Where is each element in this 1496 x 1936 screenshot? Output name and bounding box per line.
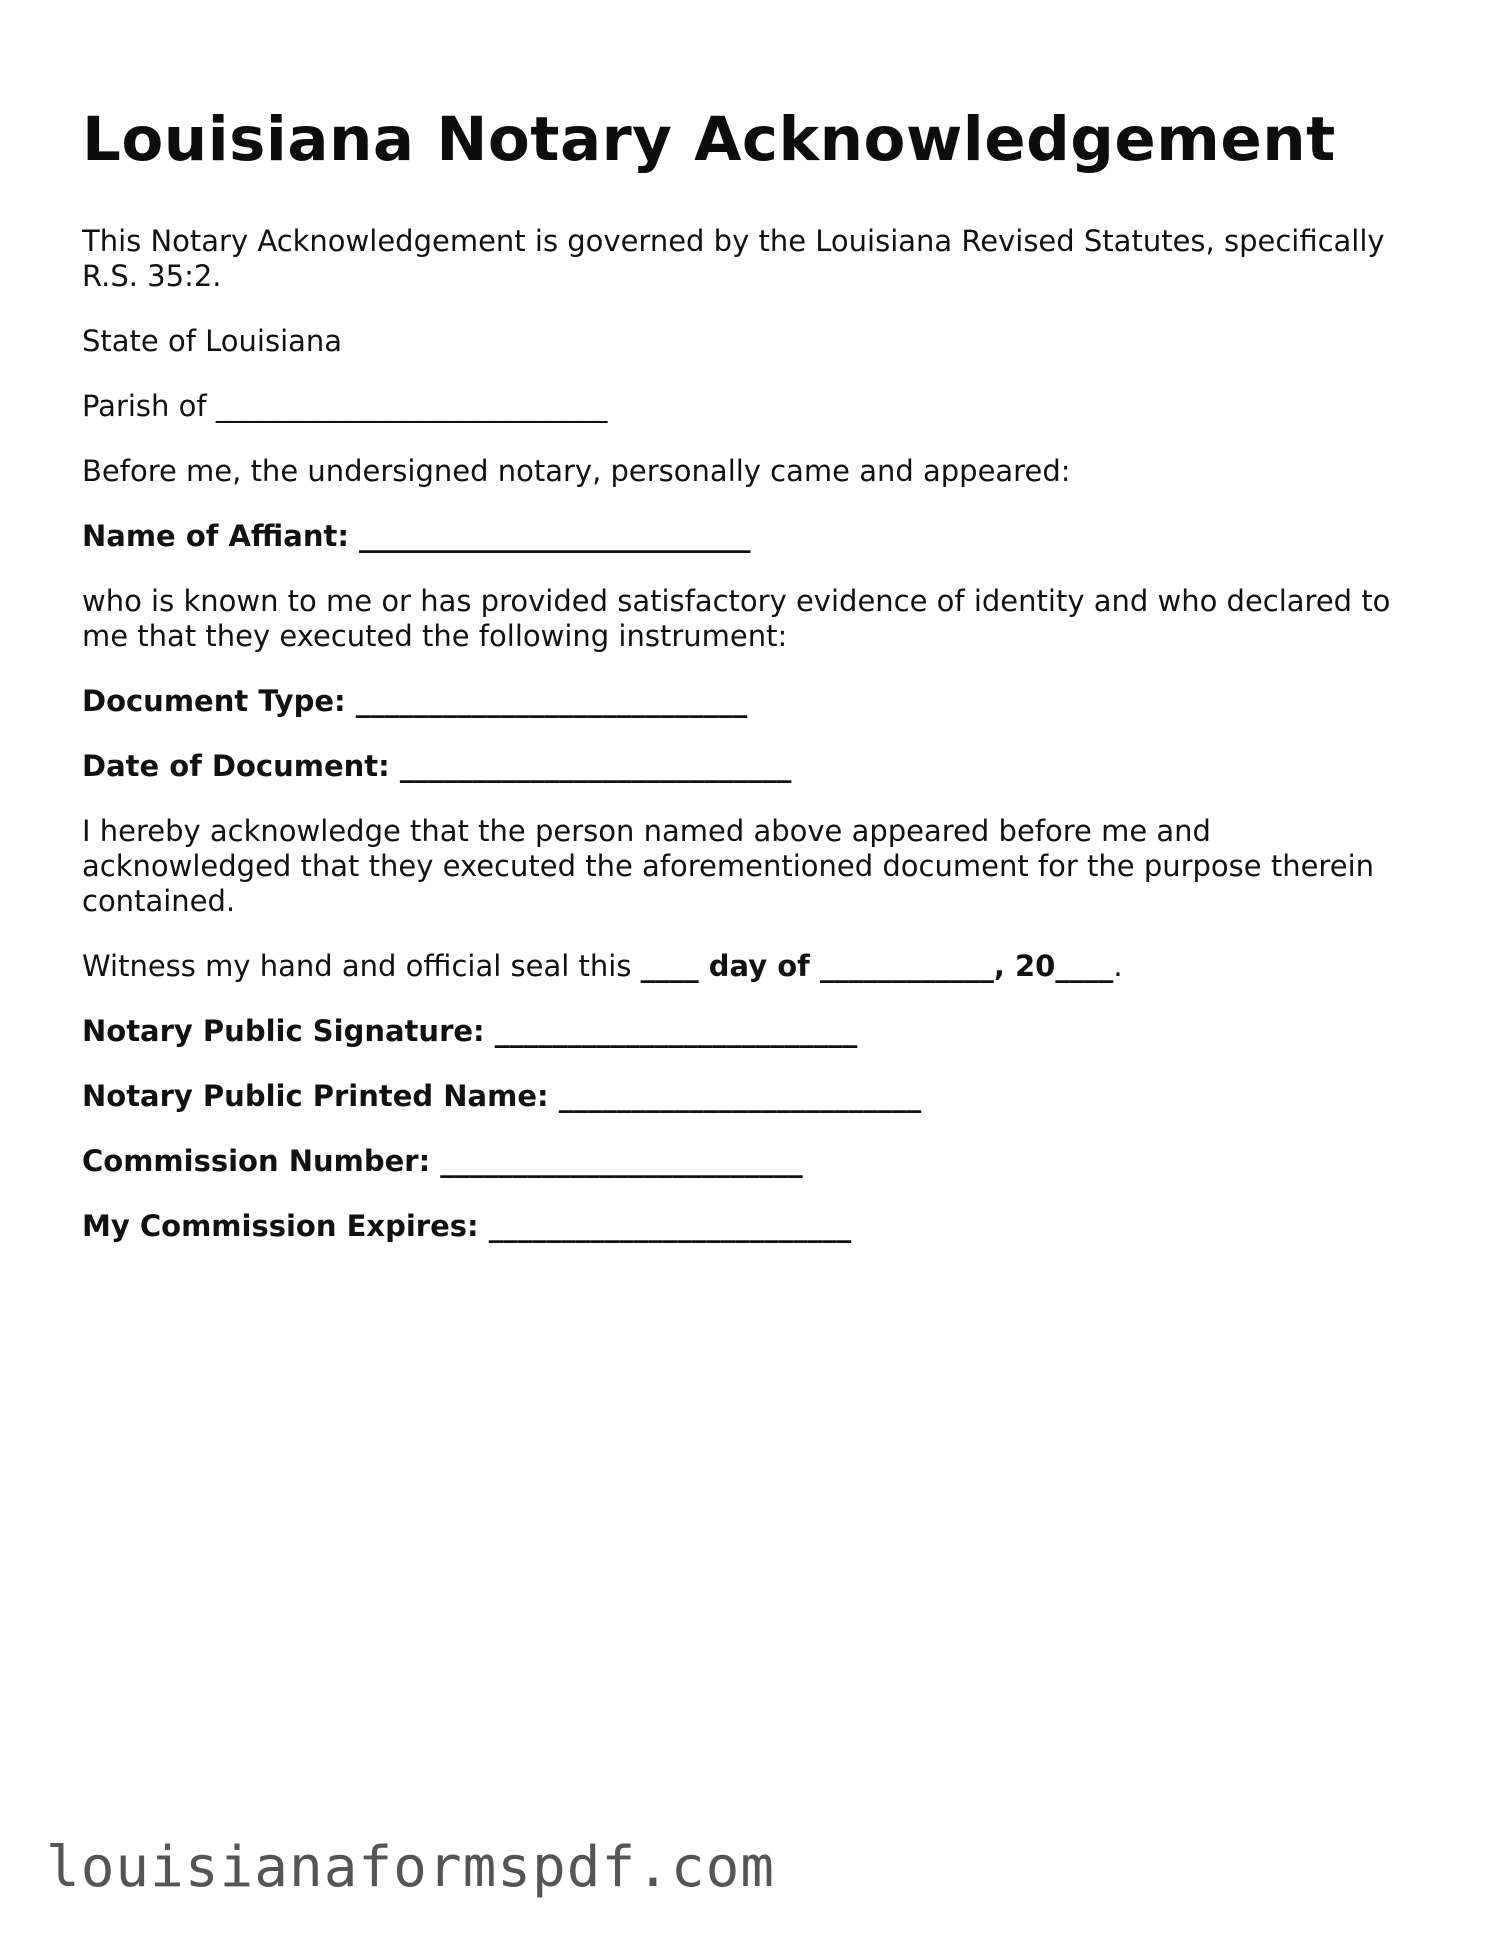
commission-number-line: Commission Number: _________________________ [82,1144,803,1178]
identity-paragraph: who is known to me or has provided satisfactory evidence of identity and who declared to me that they executed the following instrument: [82,584,1391,653]
site-watermark: louisianaformspdf.com [46,1835,776,1900]
state-line: State of Louisiana [82,324,343,358]
document-title: Louisiana Notary Acknowledgement [82,104,1336,175]
witness-day-blank: ____ [640,949,699,983]
affiant-name-line: Name of Affiant: ___________________________ [82,519,751,553]
form-page [82,100,1422,1274]
witness-day-of: day of [698,949,820,983]
notary-signature-line: Notary Public Signature: _________________________ [82,1014,858,1048]
witness-year-blank: ____ [1055,949,1114,983]
witness-month-blank: ____________ [819,949,994,983]
acknowledgement-paragraph: I hereby acknowledge that the person named above appeared before me and acknowledged that they executed the aforementioned document for the purpose therein contained. [82,814,1375,918]
date-of-document-line: Date of Document: ___________________________ [82,749,792,783]
witness-line [82,949,1422,984]
parish-line: Parish of ___________________________ [82,389,608,423]
document-type-line: Document Type: ___________________________ [82,684,748,718]
witness-suffix: . [1113,949,1123,983]
witness-year-prefix: , 20 [993,949,1056,983]
notary-printed-name-line: Notary Public Printed Name: _________________________ [82,1079,922,1113]
commission-expires-line: My Commission Expires: _________________________ [82,1209,852,1243]
witness-prefix: Witness my hand and official seal this [82,949,641,983]
appeared-paragraph: Before me, the undersigned notary, personally came and appeared: [82,454,1071,488]
intro-paragraph: This Notary Acknowledgement is governed by the Louisiana Revised Statutes, specifically R.S. 35:2. [82,224,1385,293]
